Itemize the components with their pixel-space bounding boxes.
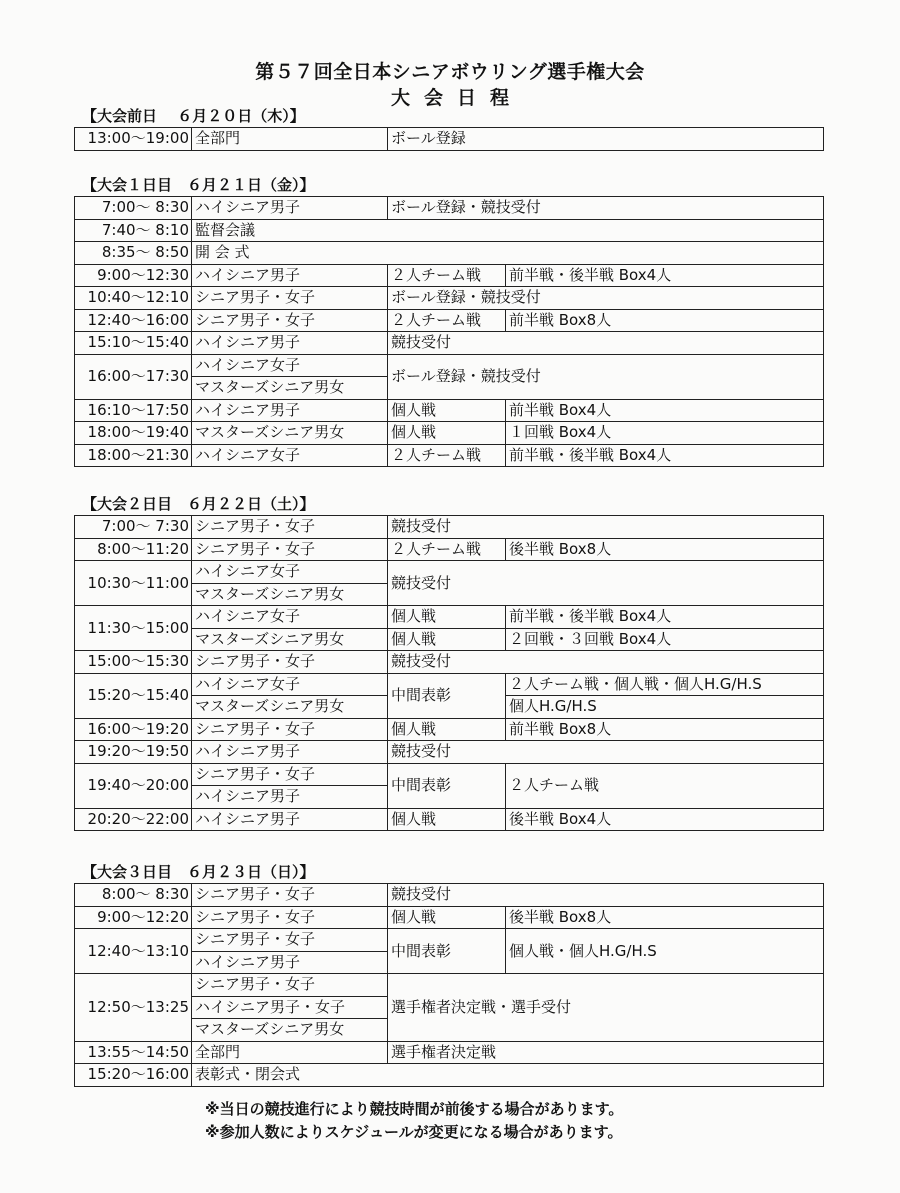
- time-cell: 9:00～12:20: [75, 906, 192, 929]
- time-cell: 19:20～19:50: [75, 741, 192, 764]
- document-subtitle: 大会日程: [390, 87, 523, 109]
- event-cell: ボール登録・競技受付: [388, 287, 824, 310]
- category-cell: マスターズシニア男女: [192, 377, 388, 400]
- event-cell: 競技受付: [388, 651, 824, 674]
- table-row: [75, 516, 824, 539]
- event-cell: 競技受付: [388, 884, 824, 907]
- table-row: [75, 128, 824, 151]
- time-cell: 13:00～19:00: [75, 128, 192, 151]
- table-row: [75, 538, 824, 561]
- category-cell: シニア男子・女子: [192, 718, 388, 741]
- time-cell: 16:10～17:50: [75, 399, 192, 422]
- table-row: [75, 974, 824, 997]
- event-cell: 競技受付: [388, 741, 824, 764]
- event-cell: ２人チーム戦: [388, 309, 506, 332]
- document-title: 第５７回全日本シニアボウリング選手権大会: [255, 61, 645, 83]
- event-cell: 個人戦: [388, 718, 506, 741]
- detail-cell: 前半戦・後半戦 Box4人: [506, 444, 824, 467]
- time-cell: 16:00～17:30: [75, 354, 192, 399]
- table-row: [75, 309, 824, 332]
- event-cell: ２人チーム戦: [388, 264, 506, 287]
- category-cell: 表彰式・閉会式: [192, 1064, 824, 1087]
- category-cell: ハイシニア男子: [192, 786, 388, 809]
- table-row: [75, 651, 824, 674]
- detail-cell: 前半戦・後半戦 Box4人: [506, 264, 824, 287]
- event-cell: ２人チーム戦: [388, 538, 506, 561]
- day-heading-day2: 【大会２日目 ６月２２日（土）】: [82, 495, 315, 513]
- table-row: [75, 741, 824, 764]
- time-cell: 12:40～13:10: [75, 929, 192, 974]
- detail-cell: 前半戦・後半戦 Box4人: [506, 606, 824, 629]
- category-cell: シニア男子・女子: [192, 929, 388, 952]
- time-cell: 10:30～11:00: [75, 561, 192, 606]
- category-cell: ハイシニア男子: [192, 808, 388, 831]
- category-cell: ハイシニア女子: [192, 444, 388, 467]
- time-cell: 7:00～ 8:30: [75, 197, 192, 220]
- detail-cell: 個人H.G/H.S: [506, 696, 824, 719]
- event-cell: ボール登録・競技受付: [388, 197, 824, 220]
- table-row: [75, 197, 824, 220]
- category-cell: 全部門: [192, 128, 388, 151]
- category-cell: マスターズシニア男女: [192, 628, 388, 651]
- category-cell: ハイシニア女子: [192, 354, 388, 377]
- detail-cell: １回戦 Box4人: [506, 422, 824, 445]
- category-cell: シニア男子・女子: [192, 974, 388, 997]
- category-cell: 全部門: [192, 1041, 388, 1064]
- detail-cell: 後半戦 Box8人: [506, 538, 824, 561]
- event-cell: 選手権者決定戦: [388, 1041, 824, 1064]
- time-cell: 16:00～19:20: [75, 718, 192, 741]
- time-cell: 20:20～22:00: [75, 808, 192, 831]
- category-cell: マスターズシニア男女: [192, 583, 388, 606]
- category-cell: シニア男子・女子: [192, 763, 388, 786]
- table-row: [75, 561, 824, 584]
- table-row: [75, 906, 824, 929]
- event-cell: 個人戦: [388, 628, 506, 651]
- table-row: [75, 808, 824, 831]
- time-cell: 7:00～ 7:30: [75, 516, 192, 539]
- table-row: [75, 399, 824, 422]
- time-cell: 15:00～15:30: [75, 651, 192, 674]
- table-row: [75, 287, 824, 310]
- category-cell: シニア男子・女子: [192, 516, 388, 539]
- event-cell: 競技受付: [388, 332, 824, 355]
- time-cell: 11:30～15:00: [75, 606, 192, 651]
- day-heading-eve: 【大会前日 ６月２０日（木）】: [82, 107, 305, 125]
- detail-cell: 個人戦・個人H.G/H.S: [506, 929, 824, 974]
- schedule-table-day3: [74, 883, 824, 1087]
- category-cell: ハイシニア女子: [192, 606, 388, 629]
- detail-cell: 後半戦 Box4人: [506, 808, 824, 831]
- detail-cell: ２人チーム戦: [506, 763, 824, 808]
- event-cell: 個人戦: [388, 906, 506, 929]
- category-cell: ハイシニア男子: [192, 332, 388, 355]
- table-row: [75, 1064, 824, 1087]
- time-cell: 18:00～19:40: [75, 422, 192, 445]
- event-cell: 競技受付: [388, 561, 824, 606]
- category-cell: ハイシニア男子: [192, 951, 388, 974]
- note-schedule-change: ※参加人数によりスケジュールが変更になる場合があります。: [205, 1123, 623, 1141]
- category-cell: シニア男子・女子: [192, 287, 388, 310]
- table-row: [75, 884, 824, 907]
- category-cell: ハイシニア男子・女子: [192, 996, 388, 1019]
- note-timing: ※当日の競技進行により競技時間が前後する場合があります。: [205, 1100, 624, 1118]
- event-cell: ２人チーム戦: [388, 444, 506, 467]
- detail-cell: 前半戦 Box4人: [506, 399, 824, 422]
- table-row: [75, 332, 824, 355]
- category-cell: 監督会議: [192, 219, 824, 242]
- time-cell: 12:40～16:00: [75, 309, 192, 332]
- detail-cell: 後半戦 Box8人: [506, 906, 824, 929]
- day-heading-day3: 【大会３日目 ６月２３日（日）】: [82, 863, 315, 881]
- event-cell: 個人戦: [388, 808, 506, 831]
- category-cell: シニア男子・女子: [192, 906, 388, 929]
- detail-cell: ２人チーム戦・個人戦・個人H.G/H.S: [506, 673, 824, 696]
- detail-cell: 前半戦 Box8人: [506, 309, 824, 332]
- category-cell: ハイシニア男子: [192, 197, 388, 220]
- category-cell: マスターズシニア男女: [192, 1019, 388, 1042]
- table-row: [75, 444, 824, 467]
- time-cell: 18:00～21:30: [75, 444, 192, 467]
- event-cell: ボール登録・競技受付: [388, 354, 824, 399]
- table-row: [75, 422, 824, 445]
- time-cell: 12:50～13:25: [75, 974, 192, 1042]
- event-cell: 中間表彰: [388, 763, 506, 808]
- table-row: [75, 673, 824, 696]
- category-cell: シニア男子・女子: [192, 538, 388, 561]
- category-cell: シニア男子・女子: [192, 309, 388, 332]
- event-cell: 個人戦: [388, 399, 506, 422]
- time-cell: 13:55～14:50: [75, 1041, 192, 1064]
- event-cell: 中間表彰: [388, 929, 506, 974]
- detail-cell: 前半戦 Box8人: [506, 718, 824, 741]
- category-cell: ハイシニア女子: [192, 561, 388, 584]
- schedule-table-day2: [74, 515, 824, 831]
- table-row: [75, 929, 824, 952]
- event-cell: 個人戦: [388, 606, 506, 629]
- time-cell: 19:40～20:00: [75, 763, 192, 808]
- time-cell: 8:35～ 8:50: [75, 242, 192, 265]
- table-row: [75, 354, 824, 377]
- schedule-table-day1: [74, 196, 824, 467]
- day-heading-day1: 【大会１日目 ６月２１日（金）】: [82, 176, 315, 194]
- category-cell: マスターズシニア男女: [192, 422, 388, 445]
- category-cell: 開 会 式: [192, 242, 824, 265]
- event-cell: ボール登録: [388, 128, 824, 151]
- event-cell: 選手権者決定戦・選手受付: [388, 974, 824, 1042]
- category-cell: マスターズシニア男女: [192, 696, 388, 719]
- time-cell: 7:40～ 8:10: [75, 219, 192, 242]
- time-cell: 15:10～15:40: [75, 332, 192, 355]
- table-row: [75, 763, 824, 786]
- schedule-table-eve: [74, 127, 824, 151]
- table-row: [75, 606, 824, 629]
- event-cell: 競技受付: [388, 516, 824, 539]
- table-row: [75, 242, 824, 265]
- category-cell: ハイシニア女子: [192, 673, 388, 696]
- time-cell: 10:40～12:10: [75, 287, 192, 310]
- table-row: [75, 219, 824, 242]
- event-cell: 個人戦: [388, 422, 506, 445]
- time-cell: 15:20～15:40: [75, 673, 192, 718]
- category-cell: ハイシニア男子: [192, 399, 388, 422]
- detail-cell: ２回戦・３回戦 Box4人: [506, 628, 824, 651]
- time-cell: 8:00～ 8:30: [75, 884, 192, 907]
- time-cell: 15:20～16:00: [75, 1064, 192, 1087]
- table-row: [75, 1041, 824, 1064]
- table-row: [75, 264, 824, 287]
- time-cell: 8:00～11:20: [75, 538, 192, 561]
- table-row: [75, 718, 824, 741]
- time-cell: 9:00～12:30: [75, 264, 192, 287]
- category-cell: ハイシニア男子: [192, 741, 388, 764]
- event-cell: 中間表彰: [388, 673, 506, 718]
- category-cell: ハイシニア男子: [192, 264, 388, 287]
- category-cell: シニア男子・女子: [192, 651, 388, 674]
- category-cell: シニア男子・女子: [192, 884, 388, 907]
